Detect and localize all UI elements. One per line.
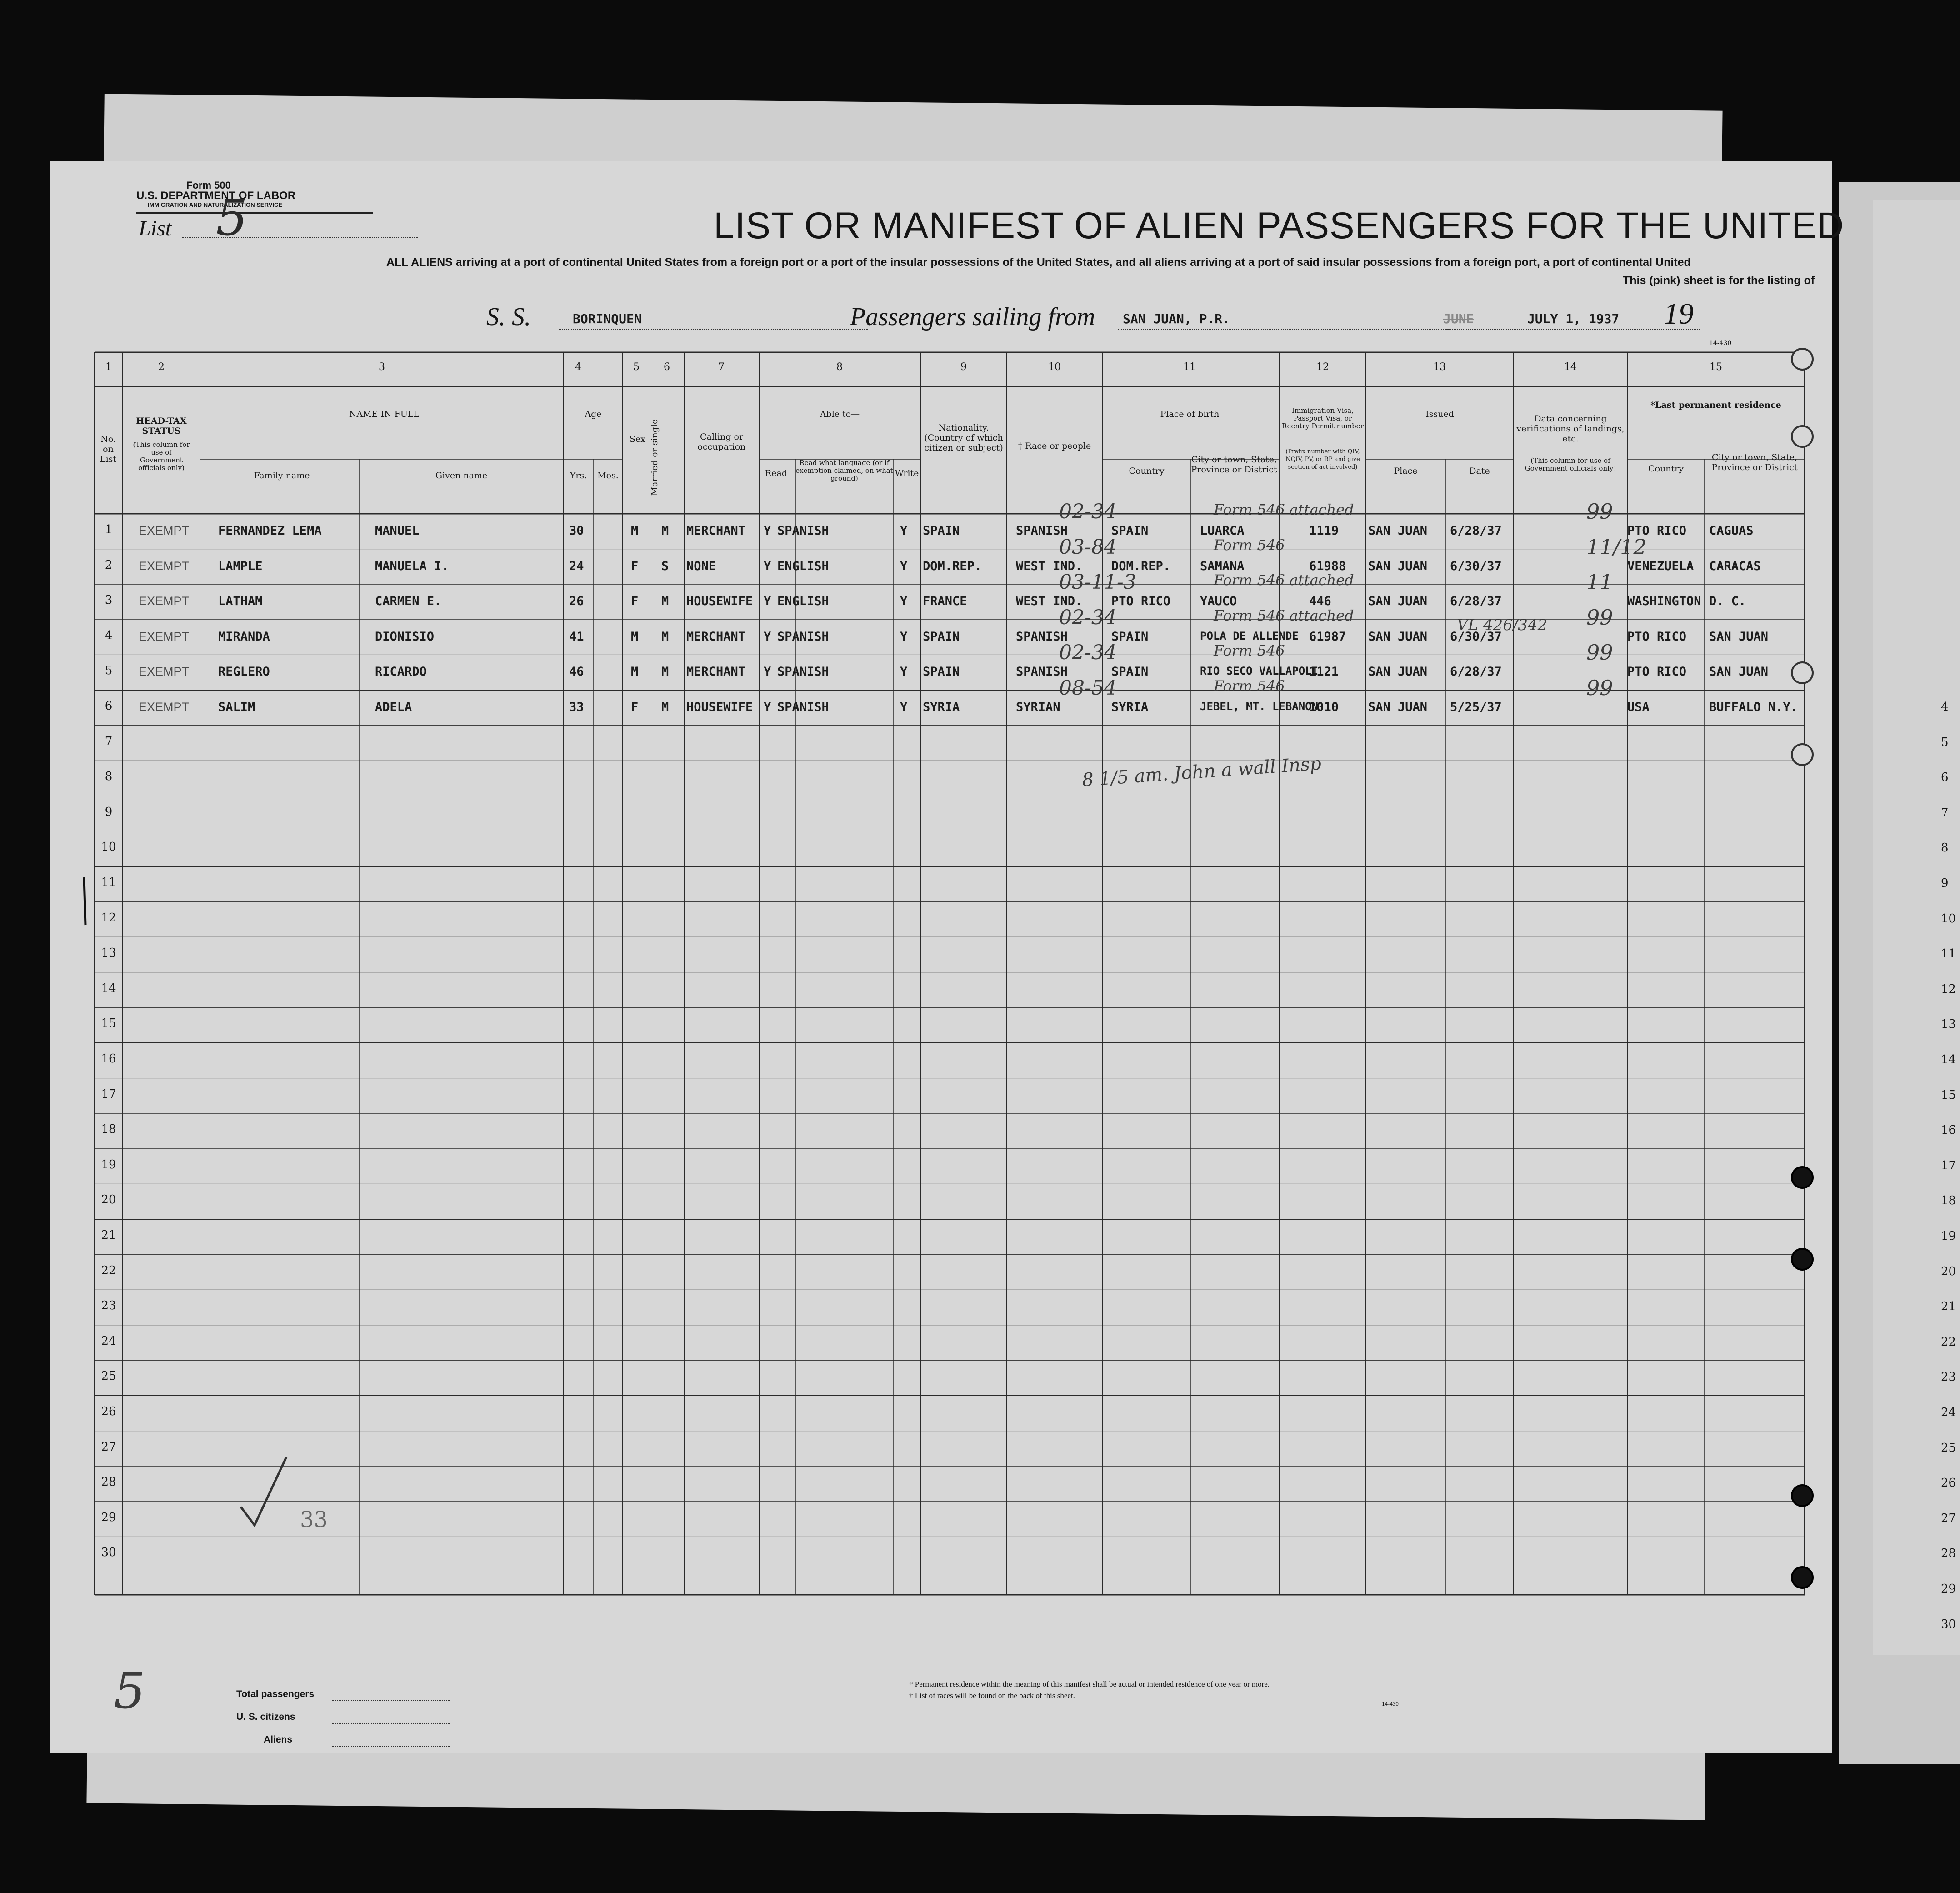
header-data-landings: Data concerning verifications of landings, etc.: [1516, 414, 1625, 444]
footer-aliens: Aliens: [264, 1734, 293, 1745]
passenger-married: M: [661, 594, 669, 609]
row7-note: 8 1/5 am. John a wall Insp: [1081, 753, 1322, 791]
row-number: 21: [101, 1228, 116, 1242]
visa-note: Form 546: [1214, 642, 1285, 660]
row-number: 16: [101, 1052, 116, 1066]
passenger-calling: MERCHANT: [686, 629, 746, 644]
passenger-race: SPANISH: [1016, 665, 1068, 679]
passenger-res-country: USA: [1627, 700, 1650, 714]
residence-code: 99: [1586, 676, 1613, 700]
residence-code: 99: [1586, 605, 1613, 630]
page-title: LIST OR MANIFEST OF ALIEN PASSENGERS FOR THE UNITED: [714, 205, 1845, 246]
list-number: 5: [216, 189, 248, 247]
passenger-visa: 1121: [1309, 665, 1339, 679]
passenger-issued-place: SAN JUAN: [1368, 665, 1428, 679]
adjacent-row-number: 26: [1941, 1476, 1956, 1490]
birth-code: 02-34: [1059, 500, 1117, 523]
passenger-issued-date: 5/25/37: [1450, 700, 1502, 714]
header-able-to: Able to—: [820, 409, 860, 419]
passenger-res-city: SAN JUAN: [1709, 629, 1769, 644]
adjacent-row-number: 18: [1941, 1194, 1956, 1208]
passenger-issued-date: 6/30/37: [1450, 559, 1502, 573]
row-number: 22: [101, 1263, 116, 1277]
visa-note: Form 546: [1214, 677, 1285, 695]
passenger-nationality: SPAIN: [923, 665, 960, 679]
adjacent-row-number: 10: [1941, 911, 1956, 926]
passenger-res-city: D. C.: [1709, 594, 1746, 609]
column-number: 15: [1710, 361, 1722, 373]
footnote-races: † List of races will be found on the back of this sheet.: [909, 1691, 1075, 1700]
passenger-nationality: SPAIN: [923, 524, 960, 538]
row-number: 24: [101, 1334, 116, 1348]
page-number: 33: [300, 1507, 328, 1532]
passenger-birth-country: DOM.REP.: [1111, 559, 1171, 573]
header-married: Married or single: [650, 419, 660, 496]
header-birth-country: Country: [1129, 466, 1165, 476]
passenger-stamp: EXEMPT: [139, 594, 190, 608]
column-number: 14: [1564, 361, 1577, 373]
header-write: Write: [895, 468, 919, 478]
header-issued: Issued: [1425, 409, 1454, 419]
adjacent-row-number: 15: [1941, 1088, 1956, 1102]
passenger-family: MIRANDA: [218, 629, 270, 644]
row-number: 9: [105, 805, 113, 819]
adjacent-row-number: 14: [1941, 1053, 1956, 1067]
year-label: 19: [1664, 297, 1694, 331]
ship-name: BORINQUEN: [573, 311, 642, 326]
adjacent-row-number: 24: [1941, 1406, 1956, 1419]
port-name: SAN JUAN, P.R.: [1123, 311, 1230, 326]
passenger-res-country: PTO RICO: [1627, 665, 1687, 679]
punch-hole: [1791, 1166, 1814, 1189]
header-sex: Sex: [630, 434, 645, 444]
visa-note: Form 546: [1214, 536, 1285, 554]
passenger-married: M: [661, 700, 669, 714]
passenger-sex: M: [631, 524, 639, 538]
adjacent-row-number: 30: [1941, 1617, 1956, 1631]
passenger-language: SPANISH: [777, 700, 829, 714]
adjacent-row-number: 12: [1941, 982, 1956, 996]
passenger-race: WEST IND.: [1016, 594, 1083, 609]
passenger-write: Y: [900, 665, 908, 679]
check-mark: [232, 1452, 295, 1534]
list-label: List: [139, 216, 172, 240]
row-number: 18: [101, 1122, 116, 1137]
row-number: 15: [101, 1017, 116, 1031]
column-number: 9: [960, 361, 967, 373]
passenger-res-country: PTO RICO: [1627, 629, 1687, 644]
row-number: 17: [101, 1087, 116, 1101]
passenger-visa: 1010: [1309, 700, 1339, 714]
passenger-nationality: SYRIA: [923, 700, 960, 714]
passenger-given: MANUEL: [375, 524, 420, 538]
passenger-birth-country: PTO RICO: [1111, 594, 1171, 609]
passenger-family: FERNANDEZ LEMA: [218, 524, 322, 538]
passenger-race: SYRIAN: [1016, 700, 1060, 714]
adjacent-row-number: 20: [1941, 1264, 1956, 1278]
header-given-name: Given name: [435, 471, 488, 481]
passenger-married: M: [661, 524, 669, 538]
row-number: 11: [101, 876, 116, 889]
sailing-label: Passengers sailing from: [850, 303, 1095, 331]
passenger-write: Y: [900, 629, 908, 644]
passenger-stamp: EXEMPT: [139, 665, 190, 679]
header-data-note: (This column for use of Government officials only): [1525, 456, 1616, 472]
header-head-tax-note: (This column for use of Government officials only): [133, 441, 190, 472]
header-head-tax: HEAD-TAX STATUS: [136, 416, 187, 436]
passenger-sex: F: [631, 559, 639, 573]
column-number: 12: [1316, 361, 1329, 373]
header-family-name: Family name: [254, 471, 310, 481]
passenger-issued-date: 6/28/37: [1450, 524, 1502, 538]
passenger-visa: 61988: [1309, 559, 1346, 573]
adjacent-row-number: 27: [1941, 1511, 1956, 1525]
passenger-nationality: DOM.REP.: [923, 559, 982, 573]
header-language: Read what language (or if exemption claimed, on what ground): [795, 459, 893, 482]
punch-hole: [1791, 1484, 1814, 1507]
passenger-family: REGLERO: [218, 665, 270, 679]
passenger-sex: M: [631, 629, 639, 644]
adjacent-row-number: 28: [1941, 1547, 1956, 1561]
passenger-read: Y: [764, 524, 771, 538]
passenger-birth-city: LUARCA: [1200, 524, 1245, 538]
passenger-stamp: EXEMPT: [139, 559, 190, 573]
column-number: 4: [575, 361, 581, 373]
punch-hole: [1791, 1248, 1814, 1271]
residence-code: 11/12: [1586, 534, 1647, 559]
passenger-stamp: EXEMPT: [139, 700, 190, 714]
row-number: 30: [101, 1546, 116, 1560]
header-nationality: Nationality. (Country of which citizen or subject): [924, 423, 1003, 453]
header-age: Age: [585, 409, 602, 419]
adjacent-row-number: 11: [1941, 947, 1956, 961]
passenger-calling: HOUSEWIFE: [686, 700, 753, 714]
passenger-birth-country: SYRIA: [1111, 700, 1149, 714]
passenger-stamp: EXEMPT: [139, 524, 190, 537]
row-number: 4: [105, 628, 113, 642]
punch-hole: [1791, 661, 1814, 684]
adjacent-row-number: 7: [1941, 806, 1949, 820]
passenger-given: MANUELA I.: [375, 559, 449, 573]
passenger-issued-date: 6/30/37: [1450, 629, 1502, 644]
row-number: 19: [101, 1157, 116, 1172]
passenger-write: Y: [900, 594, 908, 609]
passenger-res-city: CAGUAS: [1709, 524, 1754, 538]
header-issued-date: Date: [1469, 466, 1490, 476]
footer-us-citizens: U. S. citizens: [236, 1712, 295, 1722]
adjacent-row-number: 6: [1941, 771, 1949, 785]
passenger-given: ADELA: [375, 700, 412, 714]
header-race: † Race or people: [1018, 441, 1091, 451]
punch-hole: [1791, 1566, 1814, 1589]
passenger-res-city: SAN JUAN: [1709, 665, 1769, 679]
passenger-married: M: [661, 665, 669, 679]
passenger-language: ENGLISH: [777, 559, 829, 573]
passenger-language: SPANISH: [777, 665, 829, 679]
passenger-issued-date: 6/28/37: [1450, 594, 1502, 609]
visa-note: Form 546 attached: [1214, 501, 1354, 518]
passenger-calling: MERCHANT: [686, 524, 746, 538]
row-number: 3: [105, 593, 113, 607]
row-number: 29: [101, 1510, 116, 1524]
passenger-language: ENGLISH: [777, 594, 829, 609]
passenger-issued-place: SAN JUAN: [1368, 524, 1428, 538]
adjacent-row-number: 13: [1941, 1017, 1956, 1032]
punch-hole: [1791, 425, 1814, 448]
passenger-married: S: [661, 559, 669, 573]
footer-line: [332, 1700, 450, 1701]
passenger-family: LATHAM: [218, 594, 263, 609]
row-number: 6: [105, 699, 113, 713]
header-yrs: Yrs.: [570, 471, 587, 481]
footer-line: [332, 1746, 450, 1747]
birth-code: 03-11-3: [1059, 571, 1136, 594]
column-number: 10: [1048, 361, 1061, 373]
row-number: 26: [101, 1405, 116, 1418]
row-number: 5: [105, 664, 113, 678]
passenger-read: Y: [764, 594, 771, 609]
passenger-calling: HOUSEWIFE: [686, 594, 753, 609]
passenger-birth-country: SPAIN: [1111, 524, 1149, 538]
row-number: 13: [101, 946, 116, 960]
passenger-married: M: [661, 629, 669, 644]
adjacent-row-number: 19: [1941, 1229, 1956, 1243]
adjacent-row-number: 23: [1941, 1370, 1956, 1384]
passenger-read: Y: [764, 559, 771, 573]
passenger-nationality: SPAIN: [923, 629, 960, 644]
birth-code: 03-84: [1059, 535, 1117, 559]
passenger-sex: M: [631, 665, 639, 679]
row-number: 10: [101, 840, 116, 854]
column-number: 7: [718, 361, 725, 373]
passenger-issued-place: SAN JUAN: [1368, 594, 1428, 609]
passenger-yrs: 41: [569, 629, 584, 644]
row-number: 23: [101, 1299, 116, 1313]
header-no-on-list: No. on List: [100, 434, 117, 464]
form-number: Form 500: [186, 180, 231, 191]
passenger-birth-country: SPAIN: [1111, 665, 1149, 679]
passenger-race: SPANISH: [1016, 524, 1068, 538]
passenger-visa: 1119: [1309, 524, 1339, 538]
passenger-race: SPANISH: [1016, 629, 1068, 644]
row-number: 25: [101, 1369, 116, 1383]
department: U.S. DEPARTMENT OF LABOR: [136, 190, 296, 202]
footer-line: [332, 1723, 450, 1724]
passenger-yrs: 33: [569, 700, 584, 714]
passenger-write: Y: [900, 524, 908, 538]
adjacent-row-number: 4: [1941, 700, 1949, 714]
adjacent-row-number: 16: [1941, 1123, 1956, 1137]
row-number: 1: [105, 523, 113, 536]
punch-hole: [1791, 348, 1814, 371]
residence-code: 99: [1586, 640, 1613, 665]
ss-label: S. S.: [486, 303, 531, 331]
sailing-date: JULY 1, 1937: [1527, 311, 1620, 326]
column-number: 6: [664, 361, 670, 373]
row-number: 20: [101, 1193, 116, 1207]
passenger-yrs: 24: [569, 559, 584, 573]
visa-note: Form 546 attached: [1214, 571, 1354, 589]
residence-code: 11: [1586, 570, 1613, 595]
passenger-birth-city: POLA DE ALLENDE: [1200, 629, 1299, 642]
passenger-issued-place: SAN JUAN: [1368, 700, 1428, 714]
passenger-sex: F: [631, 594, 639, 609]
header-res-city: City or town, State, Province or District: [1711, 452, 1798, 472]
passenger-yrs: 46: [569, 665, 584, 679]
passenger-given: RICARDO: [375, 665, 427, 679]
passenger-family: SALIM: [218, 700, 255, 714]
header-visa: Immigration Visa, Passport Visa, or Reentry Permit number: [1282, 406, 1364, 430]
passenger-visa: 446: [1309, 594, 1331, 609]
residence-code: 99: [1586, 499, 1613, 524]
row-number: 2: [105, 558, 113, 572]
header-res-country: Country: [1648, 464, 1684, 474]
header-place-of-birth: Place of birth: [1160, 409, 1220, 419]
column-number: 1: [105, 361, 112, 373]
column-number: 2: [158, 361, 165, 373]
footer-total-passengers: Total passengers: [236, 1689, 315, 1699]
passenger-res-city: BUFFALO N.Y.: [1709, 700, 1798, 714]
adjacent-row-number: 21: [1941, 1300, 1956, 1314]
birth-code: 08-54: [1059, 676, 1117, 700]
birth-code: 02-34: [1059, 641, 1117, 665]
passenger-language: SPANISH: [777, 629, 829, 644]
footer-code: 14-430: [1382, 1700, 1399, 1707]
passenger-birth-city: YAUCO: [1200, 594, 1237, 609]
passenger-given: DIONISIO: [375, 629, 435, 644]
service: IMMIGRATION AND NATURALIZATION SERVICE: [148, 201, 283, 208]
adjacent-row-number: 17: [1941, 1158, 1956, 1172]
header-name-in-full: NAME IN FULL: [349, 409, 420, 419]
passenger-language: SPANISH: [777, 524, 829, 538]
margin-mark: [77, 875, 91, 930]
corner-number: 5: [114, 1662, 145, 1720]
passenger-birth-country: SPAIN: [1111, 629, 1149, 644]
column-number: 5: [633, 361, 640, 373]
row-number: 12: [101, 911, 116, 925]
column-number: 3: [379, 361, 385, 373]
passenger-res-city: CARACAS: [1709, 559, 1761, 573]
adjacent-row-number: 22: [1941, 1335, 1956, 1349]
header-last-residence: *Last permanent residence: [1650, 400, 1781, 410]
landing-note: VL 426/342: [1457, 616, 1548, 634]
passenger-res-country: WASHINGTON: [1627, 594, 1701, 609]
passenger-calling: MERCHANT: [686, 665, 746, 679]
passenger-res-country: PTO RICO: [1627, 524, 1687, 538]
row-number: 7: [105, 734, 113, 748]
passenger-res-country: VENEZUELA: [1627, 559, 1694, 573]
passenger-calling: NONE: [686, 559, 716, 573]
passenger-nationality: FRANCE: [923, 594, 967, 609]
passenger-birth-city: JEBEL, MT. LEBANON: [1200, 700, 1319, 713]
birth-code: 02-34: [1059, 606, 1117, 629]
header-issued-place: Place: [1394, 466, 1418, 476]
row-number: 28: [101, 1475, 116, 1489]
row-number: 14: [101, 981, 116, 995]
passenger-birth-city: SAMANA: [1200, 559, 1245, 573]
passenger-issued-place: SAN JUAN: [1368, 559, 1428, 573]
subtitle-line-2: This (pink) sheet is for the listing of: [1623, 274, 1815, 287]
passenger-family: LAMPLE: [218, 559, 263, 573]
passenger-yrs: 30: [569, 524, 584, 538]
header-read: Read: [765, 468, 788, 478]
footnote-residence: * Permanent residence within the meaning of this manifest shall be actual or intended residence of one year or more.: [909, 1680, 1270, 1688]
adjacent-row-number: 25: [1941, 1441, 1956, 1455]
manifest-sheet: [50, 161, 1845, 1753]
subtitle-line-1: ALL ALIENS arriving at a port of continental United States from a foreign port or a port of the insular possessions of the United States, and all aliens arriving at a port of said insular possessions from a foreign port, a port of continental United: [386, 256, 1691, 269]
header-calling: Calling or occupation: [697, 432, 746, 452]
column-number: 11: [1183, 361, 1196, 373]
adjacent-row-number: 5: [1941, 735, 1949, 749]
adjacent-row-number: 29: [1941, 1582, 1956, 1596]
passenger-read: Y: [764, 629, 771, 644]
passenger-read: Y: [764, 665, 771, 679]
passenger-sex: F: [631, 700, 639, 714]
adjacent-row-number: 8: [1941, 841, 1949, 855]
column-number: 8: [836, 361, 843, 373]
passenger-write: Y: [900, 559, 908, 573]
row-number: 27: [101, 1440, 116, 1454]
month-struck: JUNE: [1443, 311, 1474, 326]
header-visa-note: (Prefix number with QIV, NQIV, PV, or RP and give section of act involved): [1285, 448, 1360, 471]
adjacent-page-strip: [1873, 200, 1960, 1655]
adjacent-row-number: 9: [1941, 876, 1949, 890]
column-number: 13: [1433, 361, 1446, 373]
passenger-write: Y: [900, 700, 908, 714]
passenger-issued-place: SAN JUAN: [1368, 629, 1428, 644]
header-birth-city: City or town, State, Province or District: [1191, 455, 1277, 475]
passenger-race: WEST IND.: [1016, 559, 1083, 573]
header-mos: Mos.: [597, 471, 619, 481]
passenger-yrs: 26: [569, 594, 584, 609]
passenger-given: CARMEN E.: [375, 594, 442, 609]
row-number: 8: [105, 770, 113, 784]
passenger-birth-city: RIO SECO VALLAPOLI: [1200, 665, 1319, 678]
form-code: 14-430: [1709, 340, 1732, 347]
passenger-issued-date: 6/28/37: [1450, 665, 1502, 679]
punch-hole: [1791, 743, 1814, 766]
passenger-visa: 61987: [1309, 629, 1346, 644]
visa-note: Form 546 attached: [1214, 606, 1354, 624]
passenger-stamp: EXEMPT: [139, 629, 190, 643]
passenger-read: Y: [764, 700, 771, 714]
